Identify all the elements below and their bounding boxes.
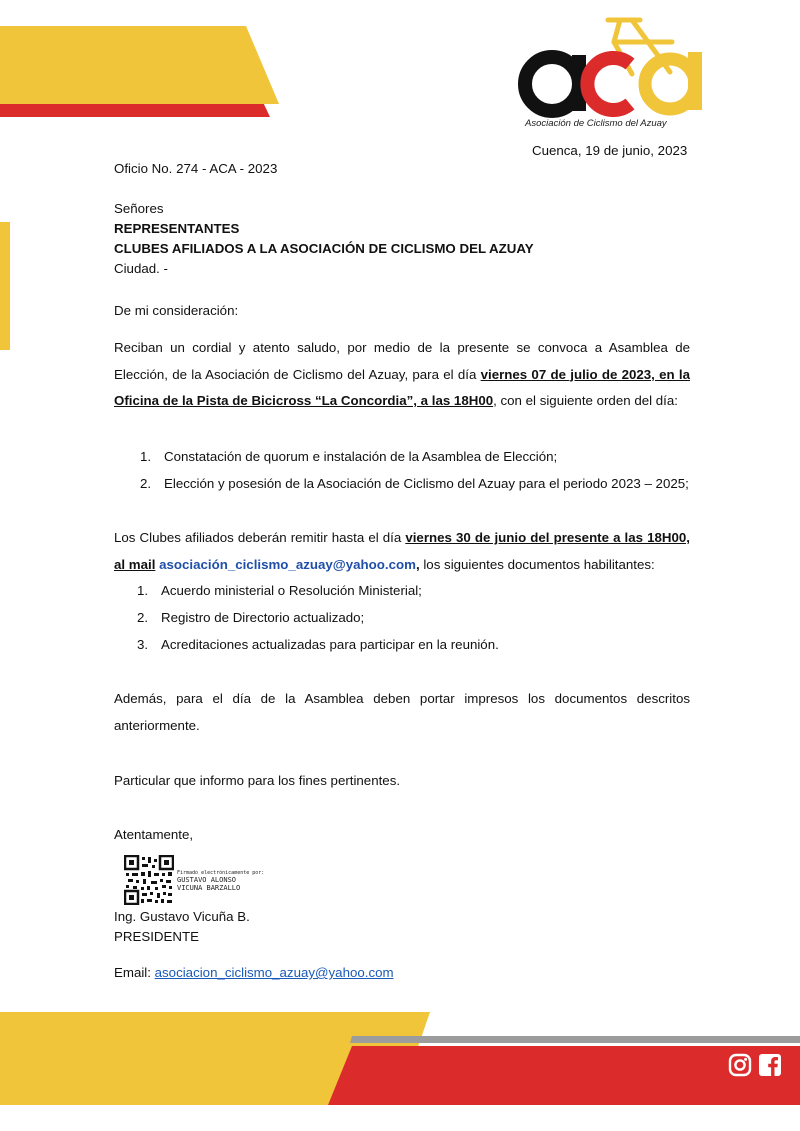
side-yellow-accent [0,222,10,350]
signature-qr-code [124,855,174,905]
clubs-comma: , [415,556,420,572]
logo-letter-a-black [525,55,586,111]
signatory-title: PRESIDENTE [114,929,199,944]
header-yellow-band [0,26,279,104]
logo-letter-c-red [587,58,630,110]
recipient-city: Ciudad. - [114,261,168,276]
clubs-paragraph [114,525,690,578]
logo-letter-a-yellow [645,52,702,110]
contact-line [114,964,394,982]
recipient-line1: REPRESENTANTES [114,221,240,236]
document-item: 2. Registro de Directorio actualizado; [137,610,365,625]
clubs-deadline: viernes 30 de junio del presente a las 18H00, al mail [114,530,690,572]
recipient-salutation: Señores [114,201,164,216]
clubs-email-link[interactable]: asociación_ciclismo_azuay@yahoo.com [159,556,416,572]
contact-label: Email: [114,965,155,980]
instagram-icon[interactable] [728,1053,752,1077]
agenda-item: 2. Elección y posesión de la Asociación de Ciclismo del Azuay para el periodo 2023 – 2025; [140,476,689,491]
contact-email-link[interactable]: asociacion_ciclismo_azuay@yahoo.com [154,965,394,980]
additional-paragraph: Además, para el día de la Asamblea deben portar impresos los documentos descritos anteriormente. [114,691,690,733]
intro-text-2: , con el siguiente orden del día: [493,393,678,408]
city-date: Cuenca, 19 de junio, 2023 [532,143,688,158]
signature-stamp-line3: VICUNA BARZALLO [177,884,241,892]
footer-decoration [0,1010,800,1131]
document-item: 1. Acuerdo ministerial o Resolución Ministerial; [137,583,422,598]
document-item: 3. Acreditaciones actualizadas para participar en la reunión. [137,637,499,652]
agenda-item: 1. Constatación de quorum e instalación de la Asamblea de Elección; [140,449,558,464]
footer-gray-band [350,1036,800,1043]
recipient-line2: CLUBES AFILIADOS A LA ASOCIACIÓN DE CICLISMO DEL AZUAY [114,241,534,256]
signature-stamp-line2: GUSTAVO ALONSO [177,876,237,884]
intro-event-details: viernes 07 de julio de 2023, en la Oficina de la Pista de Bicicross “La Concordia”, a las 18H00 [114,366,690,408]
intro-text-1: Reciban un cordial y atento saludo, por medio de la presente se convoca a Asamblea de Elección, de la Asociación de Ciclismo del Azuay, para el día [114,340,690,382]
logo-caption: Asociación de Ciclismo del Azuay [525,118,667,129]
clubs-text-1: Los Clubes afiliados deberán remitir hasta el día [114,530,406,545]
reference-number: Oficio No. 274 - ACA - 2023 [114,161,278,176]
signature-stamp-line1: Firmado electrónicamente por: [177,870,265,876]
facebook-icon[interactable] [758,1053,782,1077]
regards: Atentamente, [114,827,194,842]
closing-note: Particular que informo para los fines pertinentes. [114,773,401,788]
aca-logo [512,12,712,122]
intro-paragraph [114,335,690,415]
clubs-text-2: los siguientes documentos habilitantes: [419,556,655,572]
greeting: De mi consideración: [114,303,239,318]
signatory-name: Ing. Gustavo Vicuña B. [114,909,250,924]
